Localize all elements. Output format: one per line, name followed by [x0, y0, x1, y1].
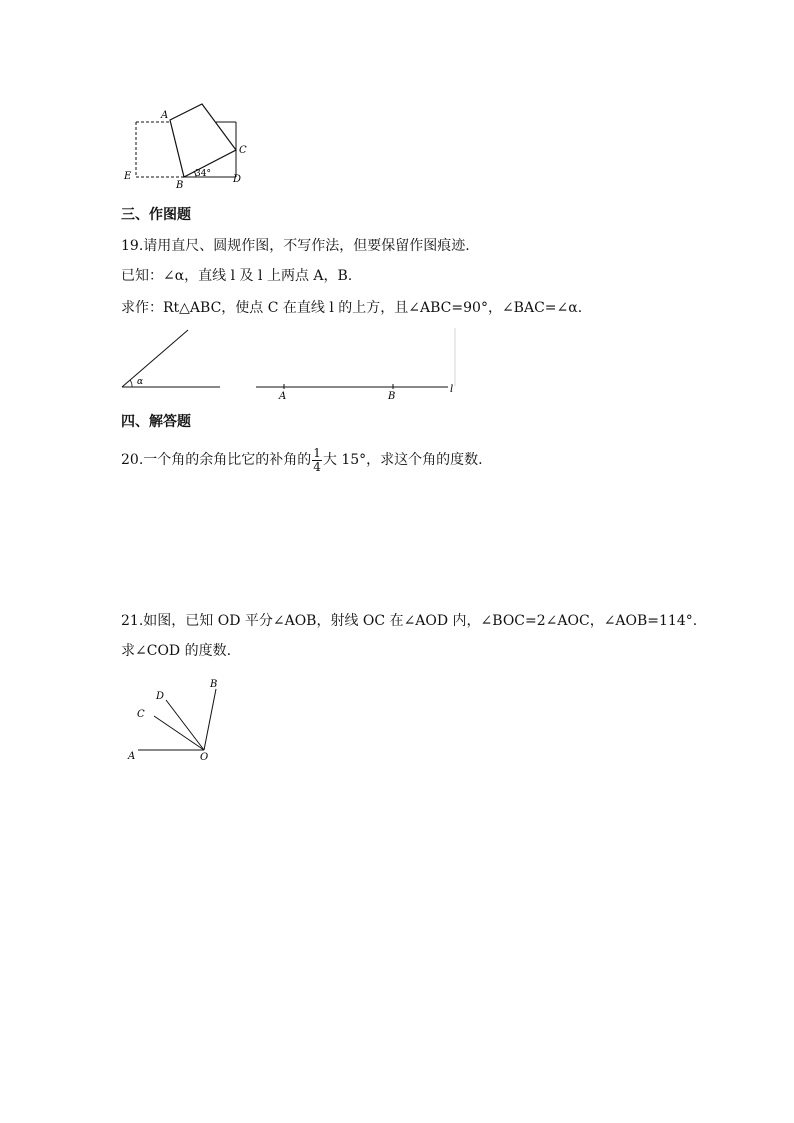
q20-fraction-numerator: 1 — [313, 445, 321, 460]
q19-line3: 求作：Rt△ABC，使点 C 在直线 l 的上方，且∠ABC=90°，∠BAC=∠α. — [121, 300, 583, 316]
fig19-alpha-label: α — [137, 377, 144, 387]
fig18-angle-label: 34° — [195, 169, 211, 179]
figure-q19-line — [250, 326, 465, 401]
section-heading-3: 三、作图题 — [121, 207, 191, 223]
q21-line2: 求∠COD 的度数. — [121, 643, 232, 659]
q19-line1: 19.请用直尺、圆规作图，不写作法，但要保留作图痕迹. — [121, 238, 470, 254]
fig19-label-a: A — [279, 391, 287, 401]
fig21-label-b: B — [210, 679, 218, 690]
fig19-label-b: B — [388, 391, 396, 401]
figure-q21 — [122, 674, 232, 766]
fig18-label-d: D — [233, 174, 242, 185]
fig18-label-b: B — [176, 180, 184, 191]
q21-line1: 21.如图，已知 OD 平分∠AOB，射线 OC 在∠AOD 内，∠BOC=2∠AOC，∠AOB=114°. — [121, 613, 698, 629]
fig21-label-o: O — [200, 752, 209, 763]
fig18-label-e: E — [124, 171, 132, 182]
figure-q18 — [118, 100, 258, 192]
q19-line2: 已知：∠α，直线 l 及 l 上两点 A，B. — [121, 268, 353, 284]
q20-suffix: 大 15°，求这个角的度数. — [322, 452, 483, 468]
q20-fraction — [312, 447, 322, 474]
q20-prefix: 20.一个角的余角比它的补角的 — [121, 452, 312, 468]
q20-fraction-denominator: 4 — [313, 459, 321, 474]
fig21-label-d: D — [156, 691, 165, 702]
q20-line — [121, 440, 483, 480]
fig21-label-a: A — [128, 751, 136, 762]
figure-q19-angle — [118, 326, 228, 396]
fig19-label-l: l — [450, 384, 454, 395]
fig18-label-a: A — [161, 110, 169, 121]
section-heading-4: 四、解答题 — [121, 414, 191, 430]
fig18-label-c: C — [239, 145, 247, 156]
fig21-label-c: C — [137, 709, 145, 720]
